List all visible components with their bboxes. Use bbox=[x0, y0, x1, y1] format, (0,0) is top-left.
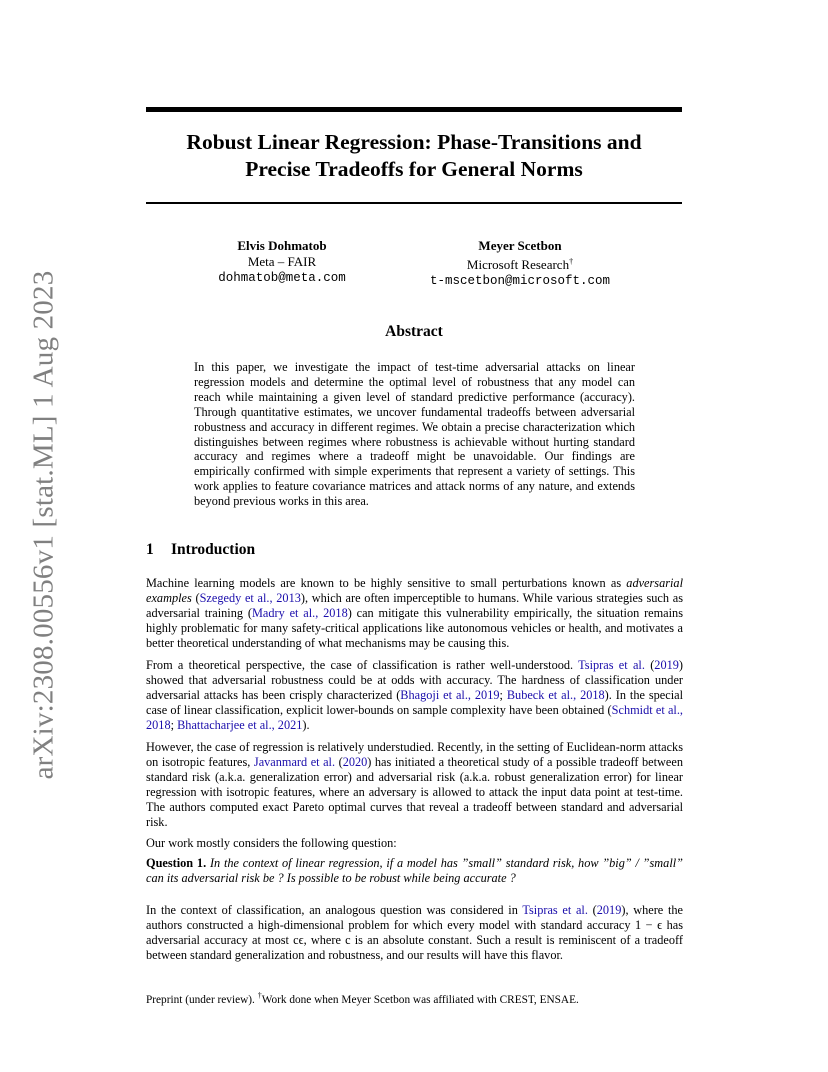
author-name: Meyer Scetbon bbox=[478, 238, 562, 253]
text-run: ; bbox=[499, 687, 507, 702]
abstract-text: In this paper, we investigate the impact of test-time adversarial attacks on linear regression models and determine the optimal level of robustness that any model can reach while maintaining a given level of standard predictive performance (accuracy). Through quantitative estimates, we uncover fundamental tradeoffs between adversarial robustness and accuracy in different regimes. We obtain a precise characterization which distinguishes between regimes where robustness is achievable without hurting standard accuracy and regimes where a tradeoff might be unavoidable. Our findings are empirically confirmed with simple experiments that represent a variety of settings. This work applies to feature covariance matrices and attack norms of any nature, and extends beyond previous works in this area. bbox=[194, 360, 635, 509]
citation-link[interactable]: Bubeck et al., 2018 bbox=[506, 687, 605, 702]
citation-link[interactable]: 2019 bbox=[654, 658, 679, 672]
arxiv-stamp-text: arXiv:2308.00556v1 [stat.ML] 1 Aug 2023 bbox=[27, 270, 60, 780]
title-line-2: Precise Tradeoffs for General Norms bbox=[245, 157, 583, 181]
paragraph-5 bbox=[146, 903, 683, 963]
text-run: ), which are often imperceptible to humans. While various strategies such as adversarial training ( bbox=[146, 590, 683, 620]
text-run: From a theoretical perspective, the case of classification is rather well-understood. bbox=[146, 658, 579, 672]
citation-link[interactable]: Tsipras et al. bbox=[522, 903, 588, 917]
text-run: ) can mitigate this vulnerability empirically, the situation remains highly problematic for many safety-critical applications like autonomous vehicles or health, and motivates a better theoretical understanding of what mechanisms may be causing this. bbox=[146, 605, 683, 650]
question-block bbox=[146, 856, 683, 886]
abstract-heading: Abstract bbox=[385, 323, 443, 340]
text-run: ; bbox=[170, 717, 178, 732]
citation-link[interactable]: Szegedy et al., 2013 bbox=[199, 590, 301, 605]
author-email[interactable]: dohmatob@meta.com bbox=[218, 271, 346, 285]
section-title: Introduction bbox=[171, 541, 256, 558]
author-name: Elvis Dohmatob bbox=[237, 238, 327, 253]
text-run: However, the case of regression is relatively understudied. Recently, in the setting of Euclidean-norm attacks on isotropic features, bbox=[146, 740, 683, 769]
text-run: ) showed that adversarial robustness could be at odds with accuracy. The hardness of classification under adversarial attacks has been crisply characterized ( bbox=[146, 658, 683, 702]
text-run: ( bbox=[335, 754, 343, 769]
paper-title bbox=[146, 129, 682, 183]
text-run: ) has initiated a theoretical study of a possible tradeoff between standard risk (a.k.a. generalization error) and adversarial risk (a.k.a. robust generalization error) for linear regression with isotropic features, where an adversary is allowed to attack the input data point at test-time. The authors computed exact Pareto optimal curves that reveal a tradeoff between standard and adversarial risk. bbox=[146, 754, 683, 829]
section-number: 1 bbox=[146, 541, 154, 558]
text-run: ), where the authors constructed a high-dimensional problem for which every model with standard accuracy 1 − ϵ has adversarial accuracy at most cϵ, where c is an absolute constant. Such a result is reminiscent of a tradeoff between standard generalization and robustness, and our results will have this flavor. bbox=[146, 903, 683, 962]
citation-link[interactable]: Bhattacharjee et al., 2021 bbox=[177, 717, 303, 732]
title-top-rule bbox=[146, 107, 682, 112]
text-run: Machine learning models are known to be highly sensitive to small perturbations known as bbox=[146, 576, 627, 590]
text-run: ). bbox=[302, 717, 310, 732]
citation-link[interactable]: Schmidt et al., 2018 bbox=[146, 702, 683, 732]
text-run: In the context of classification, an analogous question was considered in bbox=[146, 903, 523, 917]
title-line-1: Robust Linear Regression: Phase-Transitions and bbox=[186, 130, 642, 154]
footnote bbox=[146, 991, 579, 1006]
footnote-text: Preprint (under review). bbox=[146, 993, 258, 1006]
author-affiliation: Microsoft Research bbox=[466, 257, 570, 272]
citation-link[interactable]: 2020 bbox=[342, 754, 368, 769]
paragraph-3 bbox=[146, 740, 683, 829]
question-label: Question 1. bbox=[146, 856, 207, 870]
author-email[interactable]: t-mscetbon@microsoft.com bbox=[429, 274, 611, 288]
paragraph-2 bbox=[146, 658, 683, 733]
paragraph-4: Our work mostly considers the following question: bbox=[146, 836, 397, 850]
author-affiliation: Meta – FAIR bbox=[247, 254, 317, 269]
section-heading bbox=[146, 541, 255, 559]
text-run: ( bbox=[191, 590, 200, 605]
citation-link[interactable]: Tsipras et al. bbox=[578, 658, 645, 672]
paragraph-1 bbox=[146, 576, 683, 651]
author-1 bbox=[172, 238, 392, 286]
text-run: ). In the special case of linear classification, explicit lower-bounds on sample complexity have been obtained ( bbox=[146, 687, 684, 717]
text-run: ( bbox=[587, 903, 597, 917]
author-affiliation-line bbox=[410, 254, 630, 273]
citation-link[interactable]: Javanmard et al. bbox=[253, 754, 336, 769]
question-text: In the context of linear regression, if a model has ”small” standard risk, how ”big” / ”small” can its adversarial risk be ? Is possible to be robust while being accurate ? bbox=[146, 856, 684, 885]
dagger-mark: † bbox=[257, 991, 262, 1000]
emphasis-text: adversarial examples bbox=[146, 576, 683, 605]
footnote-text: Work done when Meyer Scetbon was affiliated with CREST, ENSAE. bbox=[261, 993, 579, 1006]
citation-link[interactable]: Bhagoji et al., 2019 bbox=[400, 687, 500, 702]
title-bottom-rule bbox=[146, 202, 682, 204]
dagger-mark: † bbox=[569, 257, 574, 266]
citation-link[interactable]: 2019 bbox=[596, 903, 622, 917]
author-2 bbox=[410, 238, 630, 289]
text-run: ( bbox=[644, 658, 655, 672]
citation-link[interactable]: Madry et al., 2018 bbox=[251, 605, 348, 620]
